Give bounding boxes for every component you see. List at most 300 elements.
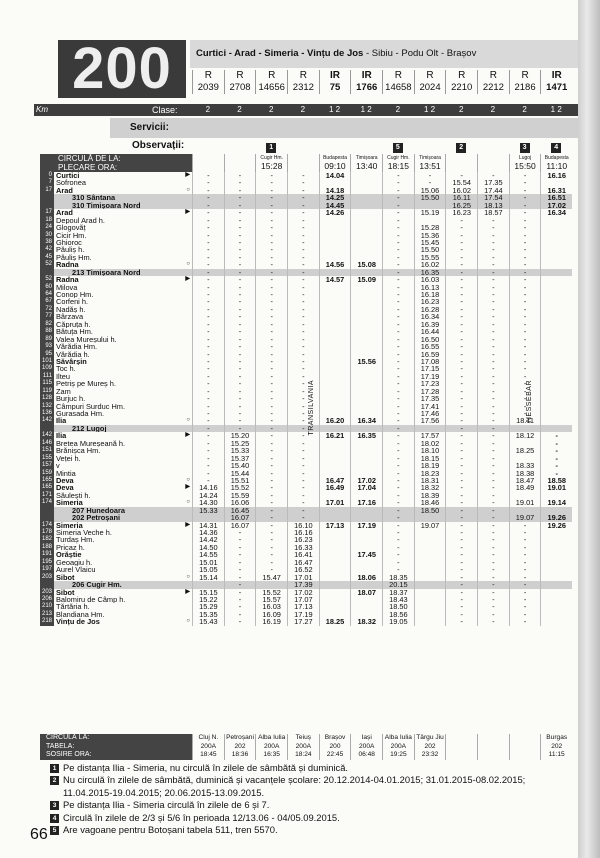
destination-table-ref: 200A	[192, 743, 224, 752]
time-cell: -	[287, 440, 319, 447]
time-cell: -	[445, 343, 477, 350]
table-row	[40, 187, 572, 194]
time-cell: -	[477, 261, 509, 268]
time-cell: 14.18	[319, 187, 351, 194]
time-cell: -	[192, 276, 224, 283]
km-cell: 30	[40, 232, 54, 239]
station-name	[54, 187, 192, 194]
time-cell	[350, 343, 382, 350]
tabela-row	[192, 743, 572, 752]
time-cell	[509, 425, 541, 432]
time-cells	[192, 499, 572, 506]
train-column-header	[287, 70, 319, 94]
time-cell: -	[287, 455, 319, 462]
time-cell: -	[509, 187, 541, 194]
time-cells	[192, 328, 572, 335]
station-name	[54, 536, 192, 543]
station-name	[54, 574, 192, 581]
time-cell: -	[287, 209, 319, 216]
time-cell: 18.37	[382, 589, 414, 596]
train-name-nessebar: NESSEBAR	[526, 380, 533, 423]
arrival-marker-icon: ○	[186, 186, 190, 193]
time-cell: -	[224, 239, 256, 246]
time-cell	[350, 470, 382, 477]
time-cell: 19.07	[414, 522, 446, 529]
station-label: Cicir Hm.	[56, 231, 87, 239]
time-cell: 17.16	[350, 499, 382, 506]
time-cell	[540, 380, 572, 387]
time-cell: -	[382, 544, 414, 551]
origin-cell	[255, 154, 287, 172]
time-cell: 15.44	[224, 470, 256, 477]
time-cell: -	[224, 544, 256, 551]
time-cell	[540, 403, 572, 410]
time-cell: 15.06	[414, 187, 446, 194]
time-cell: -	[192, 447, 224, 454]
time-cell: 15.29	[192, 603, 224, 610]
time-cells	[192, 410, 572, 417]
time-cell	[414, 566, 446, 573]
time-cells	[192, 291, 572, 298]
station-name	[54, 551, 192, 558]
table-row	[40, 522, 572, 529]
km-cell	[40, 425, 54, 432]
time-cell: -	[255, 239, 287, 246]
time-cell: 16.59	[414, 351, 446, 358]
time-cell: -	[509, 380, 541, 387]
time-cell: -	[509, 336, 541, 343]
station-name	[54, 261, 192, 268]
time-cells	[192, 172, 572, 179]
time-cell: -	[509, 306, 541, 313]
time-cell: -	[445, 499, 477, 506]
time-cell: -	[287, 492, 319, 499]
table-row	[40, 455, 572, 462]
time-cell: 17.44	[477, 187, 509, 194]
time-cell: -	[224, 536, 256, 543]
table-row	[40, 313, 572, 320]
servicii-label: Servicii:	[130, 122, 169, 133]
time-cell: -	[477, 611, 509, 618]
time-cell: -	[477, 306, 509, 313]
time-cell	[319, 536, 351, 543]
time-cell: -	[255, 507, 287, 514]
km-cell: 197	[41, 566, 52, 573]
time-cells	[192, 351, 572, 358]
train-category: R	[426, 70, 434, 81]
station-label: Depoul Arad h.	[56, 216, 105, 225]
time-cell: -	[477, 232, 509, 239]
time-cell: 16.02	[445, 187, 477, 194]
time-cell: -	[445, 395, 477, 402]
time-cell: 18.50	[382, 603, 414, 610]
time-cell: -	[287, 284, 319, 291]
origin-station: Budapesta	[323, 155, 347, 161]
time-cell: -	[445, 403, 477, 410]
time-cell	[350, 194, 382, 201]
train-class: 1 2	[550, 105, 562, 114]
time-cell: -	[382, 447, 414, 454]
station-label: Simeria	[56, 521, 83, 529]
time-cell: -	[445, 432, 477, 439]
footnote-text: Pe distanța Ilia - Simeria, nu circulă în zilele de sâmbătă și duminică.	[63, 762, 349, 773]
time-cells	[192, 566, 572, 573]
station-label: Brănișca Hm.	[56, 447, 101, 455]
time-cell: -	[382, 514, 414, 521]
time-cell	[350, 410, 382, 417]
time-cell: 18.06	[350, 574, 382, 581]
station-name	[54, 522, 192, 529]
time-cell	[319, 351, 351, 358]
time-cell	[540, 596, 572, 603]
destination-table-ref: 200A	[255, 743, 287, 752]
time-cell: -	[477, 470, 509, 477]
time-cell	[319, 395, 351, 402]
time-cell: 18.07	[350, 589, 382, 596]
time-cell: -	[509, 298, 541, 305]
time-cell: -	[477, 358, 509, 365]
km-cell: 101	[41, 357, 52, 364]
station-label: Petriș pe Mureș h.	[56, 380, 116, 388]
station-name	[54, 202, 192, 209]
time-cell	[350, 395, 382, 402]
table-row	[40, 328, 572, 335]
station-name	[54, 403, 192, 410]
origin-cell	[477, 154, 509, 172]
station-name	[54, 291, 192, 298]
time-cell	[319, 224, 351, 231]
table-row	[40, 484, 572, 491]
arrival-marker-icon: ○	[186, 499, 190, 506]
time-cell: -	[382, 365, 414, 372]
time-cell: -	[287, 217, 319, 224]
time-cell	[319, 603, 351, 610]
train-column-header	[477, 70, 509, 94]
time-cell	[350, 425, 382, 432]
station-name	[54, 254, 192, 261]
time-cell: -	[255, 566, 287, 573]
km-cell	[40, 194, 54, 201]
footnote	[50, 774, 570, 799]
time-cell	[414, 217, 446, 224]
time-cell	[319, 179, 351, 186]
train-column-header	[540, 70, 572, 94]
train-name-transilvania: TRANSILVANIA	[308, 380, 315, 436]
station-label: Deva	[56, 484, 74, 492]
time-cell: 18.38	[509, 470, 541, 477]
time-cell: 16.09	[255, 611, 287, 618]
footnote	[50, 799, 570, 811]
station-name	[54, 514, 192, 521]
time-cell: -	[382, 522, 414, 529]
time-cell: 18.11	[509, 417, 541, 424]
time-cell: -	[477, 507, 509, 514]
time-cell: 17.57	[414, 432, 446, 439]
km-cell: 67	[40, 298, 54, 305]
origin-station: Timișoara	[355, 155, 378, 161]
time-cell: 15.36	[414, 232, 446, 239]
destination-station: Târgu Jiu	[414, 734, 446, 743]
train-number: 14658	[385, 82, 412, 93]
destination-station: Cluj N.	[192, 734, 224, 743]
station-label: Valea Mureșului h.	[56, 335, 117, 344]
time-cell: -	[287, 179, 319, 186]
table-row	[40, 410, 572, 417]
time-cells	[192, 254, 572, 261]
time-cell	[319, 365, 351, 372]
time-cell: -	[287, 484, 319, 491]
time-cell: -	[477, 269, 509, 276]
time-cell: -	[224, 313, 256, 320]
time-cell: -	[224, 306, 256, 313]
time-cell: -	[445, 291, 477, 298]
km-cell: 165	[41, 476, 52, 483]
time-cell: -	[287, 202, 319, 209]
arrival-time: 22:45	[319, 751, 351, 760]
time-cell: 18.15	[414, 455, 446, 462]
time-cell: -	[255, 291, 287, 298]
time-cell: -	[382, 432, 414, 439]
time-cell: -	[192, 358, 224, 365]
time-cell: 17.02	[540, 202, 572, 209]
time-cell: -	[382, 224, 414, 231]
origin-station: Cugir Hm.	[387, 155, 410, 161]
station-name	[54, 194, 192, 201]
time-cell: -	[509, 202, 541, 209]
departure-marker-icon: ▶	[185, 588, 190, 595]
time-cell: 17.23	[414, 380, 446, 387]
time-cell: 17.13	[319, 522, 351, 529]
time-cell: -	[540, 470, 572, 477]
time-cell: -	[382, 358, 414, 365]
table-row	[40, 209, 572, 216]
time-cell: -	[255, 432, 287, 439]
station-label: Deva	[56, 476, 74, 485]
time-cell: -	[287, 254, 319, 261]
time-cell: -	[255, 187, 287, 194]
km-cell: 64	[40, 291, 54, 298]
station-label: Mintia	[56, 469, 76, 477]
station-name	[54, 544, 192, 551]
time-cell: 16.35	[350, 432, 382, 439]
time-cell: -	[509, 559, 541, 566]
time-cell: -	[509, 351, 541, 358]
route-title-bold: Curtici - Arad - Simeria - Vințu de Jos	[196, 48, 364, 59]
time-cells	[192, 395, 572, 402]
observation-cell	[509, 140, 541, 153]
station-label: 207 Hunedoara	[72, 506, 125, 515]
time-cell	[319, 380, 351, 387]
station-name	[54, 455, 192, 462]
table-row	[40, 425, 572, 432]
time-cell	[350, 611, 382, 618]
time-cell: 16.49	[319, 484, 351, 491]
time-cell: 19.26	[540, 514, 572, 521]
time-cell	[540, 328, 572, 335]
km-cell: 206	[41, 595, 52, 602]
km-cell: 17	[40, 209, 54, 216]
destination-station: Alba Iulia	[382, 734, 414, 743]
time-cell: 15.20	[224, 432, 256, 439]
time-cell: -	[382, 187, 414, 194]
time-cell: -	[382, 351, 414, 358]
time-cell	[319, 269, 351, 276]
time-cell: -	[192, 172, 224, 179]
time-cell: 15.59	[224, 492, 256, 499]
footnote-text: Are vagoane pentru Botoșani tabela 511, tren 5570.	[63, 824, 278, 836]
time-cell: -	[445, 566, 477, 573]
time-cell: -	[255, 336, 287, 343]
time-cell: -	[287, 298, 319, 305]
time-cell: 16.28	[414, 306, 446, 313]
km-cell: 109	[41, 365, 52, 372]
time-cell: -	[224, 380, 256, 387]
time-cell	[414, 574, 446, 581]
time-cell: -	[509, 522, 541, 529]
time-cell: -	[445, 246, 477, 253]
time-cell: -	[224, 172, 256, 179]
time-cell: -	[224, 179, 256, 186]
station-name	[54, 336, 192, 343]
time-cell: -	[255, 403, 287, 410]
time-cell: -	[509, 172, 541, 179]
time-cell: 15.40	[224, 462, 256, 469]
time-cell: 15.05	[192, 566, 224, 573]
train-class: 2	[395, 105, 401, 114]
km-cell: 203	[41, 573, 52, 580]
time-cell: -	[509, 254, 541, 261]
train-category: R	[268, 70, 276, 81]
origin-station: Cugir Hm.	[260, 155, 283, 161]
time-cell	[350, 291, 382, 298]
time-cell: -	[445, 261, 477, 268]
time-cell	[319, 321, 351, 328]
time-cell: -	[255, 202, 287, 209]
time-cells	[192, 514, 572, 521]
time-cells	[192, 306, 572, 313]
time-cell: -	[192, 343, 224, 350]
train-column-header	[224, 70, 256, 94]
time-cell: 16.44	[414, 328, 446, 335]
time-cell: 16.39	[414, 321, 446, 328]
time-cell: -	[224, 246, 256, 253]
time-cell: 18.12	[509, 432, 541, 439]
time-cell: -	[287, 358, 319, 365]
time-cell: -	[192, 269, 224, 276]
time-cells	[192, 194, 572, 201]
time-cell	[414, 536, 446, 543]
station-label: Curtici	[56, 172, 80, 180]
time-cell: -	[224, 298, 256, 305]
time-cell: -	[477, 514, 509, 521]
time-cell	[350, 284, 382, 291]
destination-table-ref	[509, 743, 541, 752]
time-cell: -	[255, 522, 287, 529]
time-cell: -	[445, 611, 477, 618]
time-cell: 17.08	[414, 358, 446, 365]
time-cell: -	[255, 551, 287, 558]
table-row	[40, 551, 572, 558]
time-cell: -	[224, 566, 256, 573]
time-cell	[319, 492, 351, 499]
time-cell	[319, 246, 351, 253]
time-cell	[540, 603, 572, 610]
time-cell: 16.20	[319, 417, 351, 424]
time-cell: -	[287, 351, 319, 358]
km-cell: 155	[41, 454, 52, 461]
time-cell	[414, 618, 446, 625]
time-cell	[540, 425, 572, 432]
time-cell: -	[445, 269, 477, 276]
time-cell	[540, 224, 572, 231]
train-class: 1 2	[328, 105, 341, 114]
time-cell: -	[255, 358, 287, 365]
time-cells	[192, 574, 572, 581]
time-cell: 17.41	[414, 403, 446, 410]
time-cell: -	[509, 373, 541, 380]
time-cell: -	[224, 596, 256, 603]
time-cell: -	[382, 559, 414, 566]
time-cell: -	[255, 380, 287, 387]
time-cell: -	[287, 417, 319, 424]
footnote	[50, 812, 570, 824]
time-cell	[350, 603, 382, 610]
time-cell	[540, 559, 572, 566]
time-cell: -	[540, 447, 572, 454]
table-row	[40, 507, 572, 514]
time-cells	[192, 313, 572, 320]
time-cell	[350, 328, 382, 335]
time-cell: -	[224, 365, 256, 372]
time-cell: -	[477, 403, 509, 410]
time-cell	[319, 217, 351, 224]
time-cell: -	[509, 261, 541, 268]
time-cell: -	[540, 462, 572, 469]
station-label: 213 Timișoara Nord	[72, 268, 141, 277]
time-cell: -	[445, 328, 477, 335]
km-cell: 72	[40, 306, 54, 313]
time-cell	[350, 298, 382, 305]
time-cell	[319, 284, 351, 291]
time-cell: -	[445, 224, 477, 231]
time-cell: -	[445, 232, 477, 239]
time-cell: -	[382, 395, 414, 402]
time-cell: 18.50	[414, 507, 446, 514]
time-cell	[319, 470, 351, 477]
km-cell: 88	[40, 328, 54, 335]
departure-time: 15:50	[514, 161, 536, 171]
train-header-row	[192, 70, 572, 94]
time-cell: -	[224, 276, 256, 283]
km-cell	[40, 269, 54, 276]
time-cell: -	[445, 529, 477, 536]
train-category: R	[204, 70, 212, 81]
time-cell: -	[445, 172, 477, 179]
time-cell: 15.55	[414, 254, 446, 261]
time-cells	[192, 425, 572, 432]
time-cell: -	[382, 455, 414, 462]
time-cell: -	[224, 603, 256, 610]
footnote	[50, 824, 570, 836]
time-cell: 16.55	[414, 343, 446, 350]
time-cell	[350, 514, 382, 521]
time-cell: 16.41	[287, 551, 319, 558]
time-cell: 16.34	[414, 313, 446, 320]
time-cells	[192, 581, 572, 588]
time-cell: -	[382, 284, 414, 291]
time-cell: -	[477, 328, 509, 335]
time-cell: -	[509, 574, 541, 581]
